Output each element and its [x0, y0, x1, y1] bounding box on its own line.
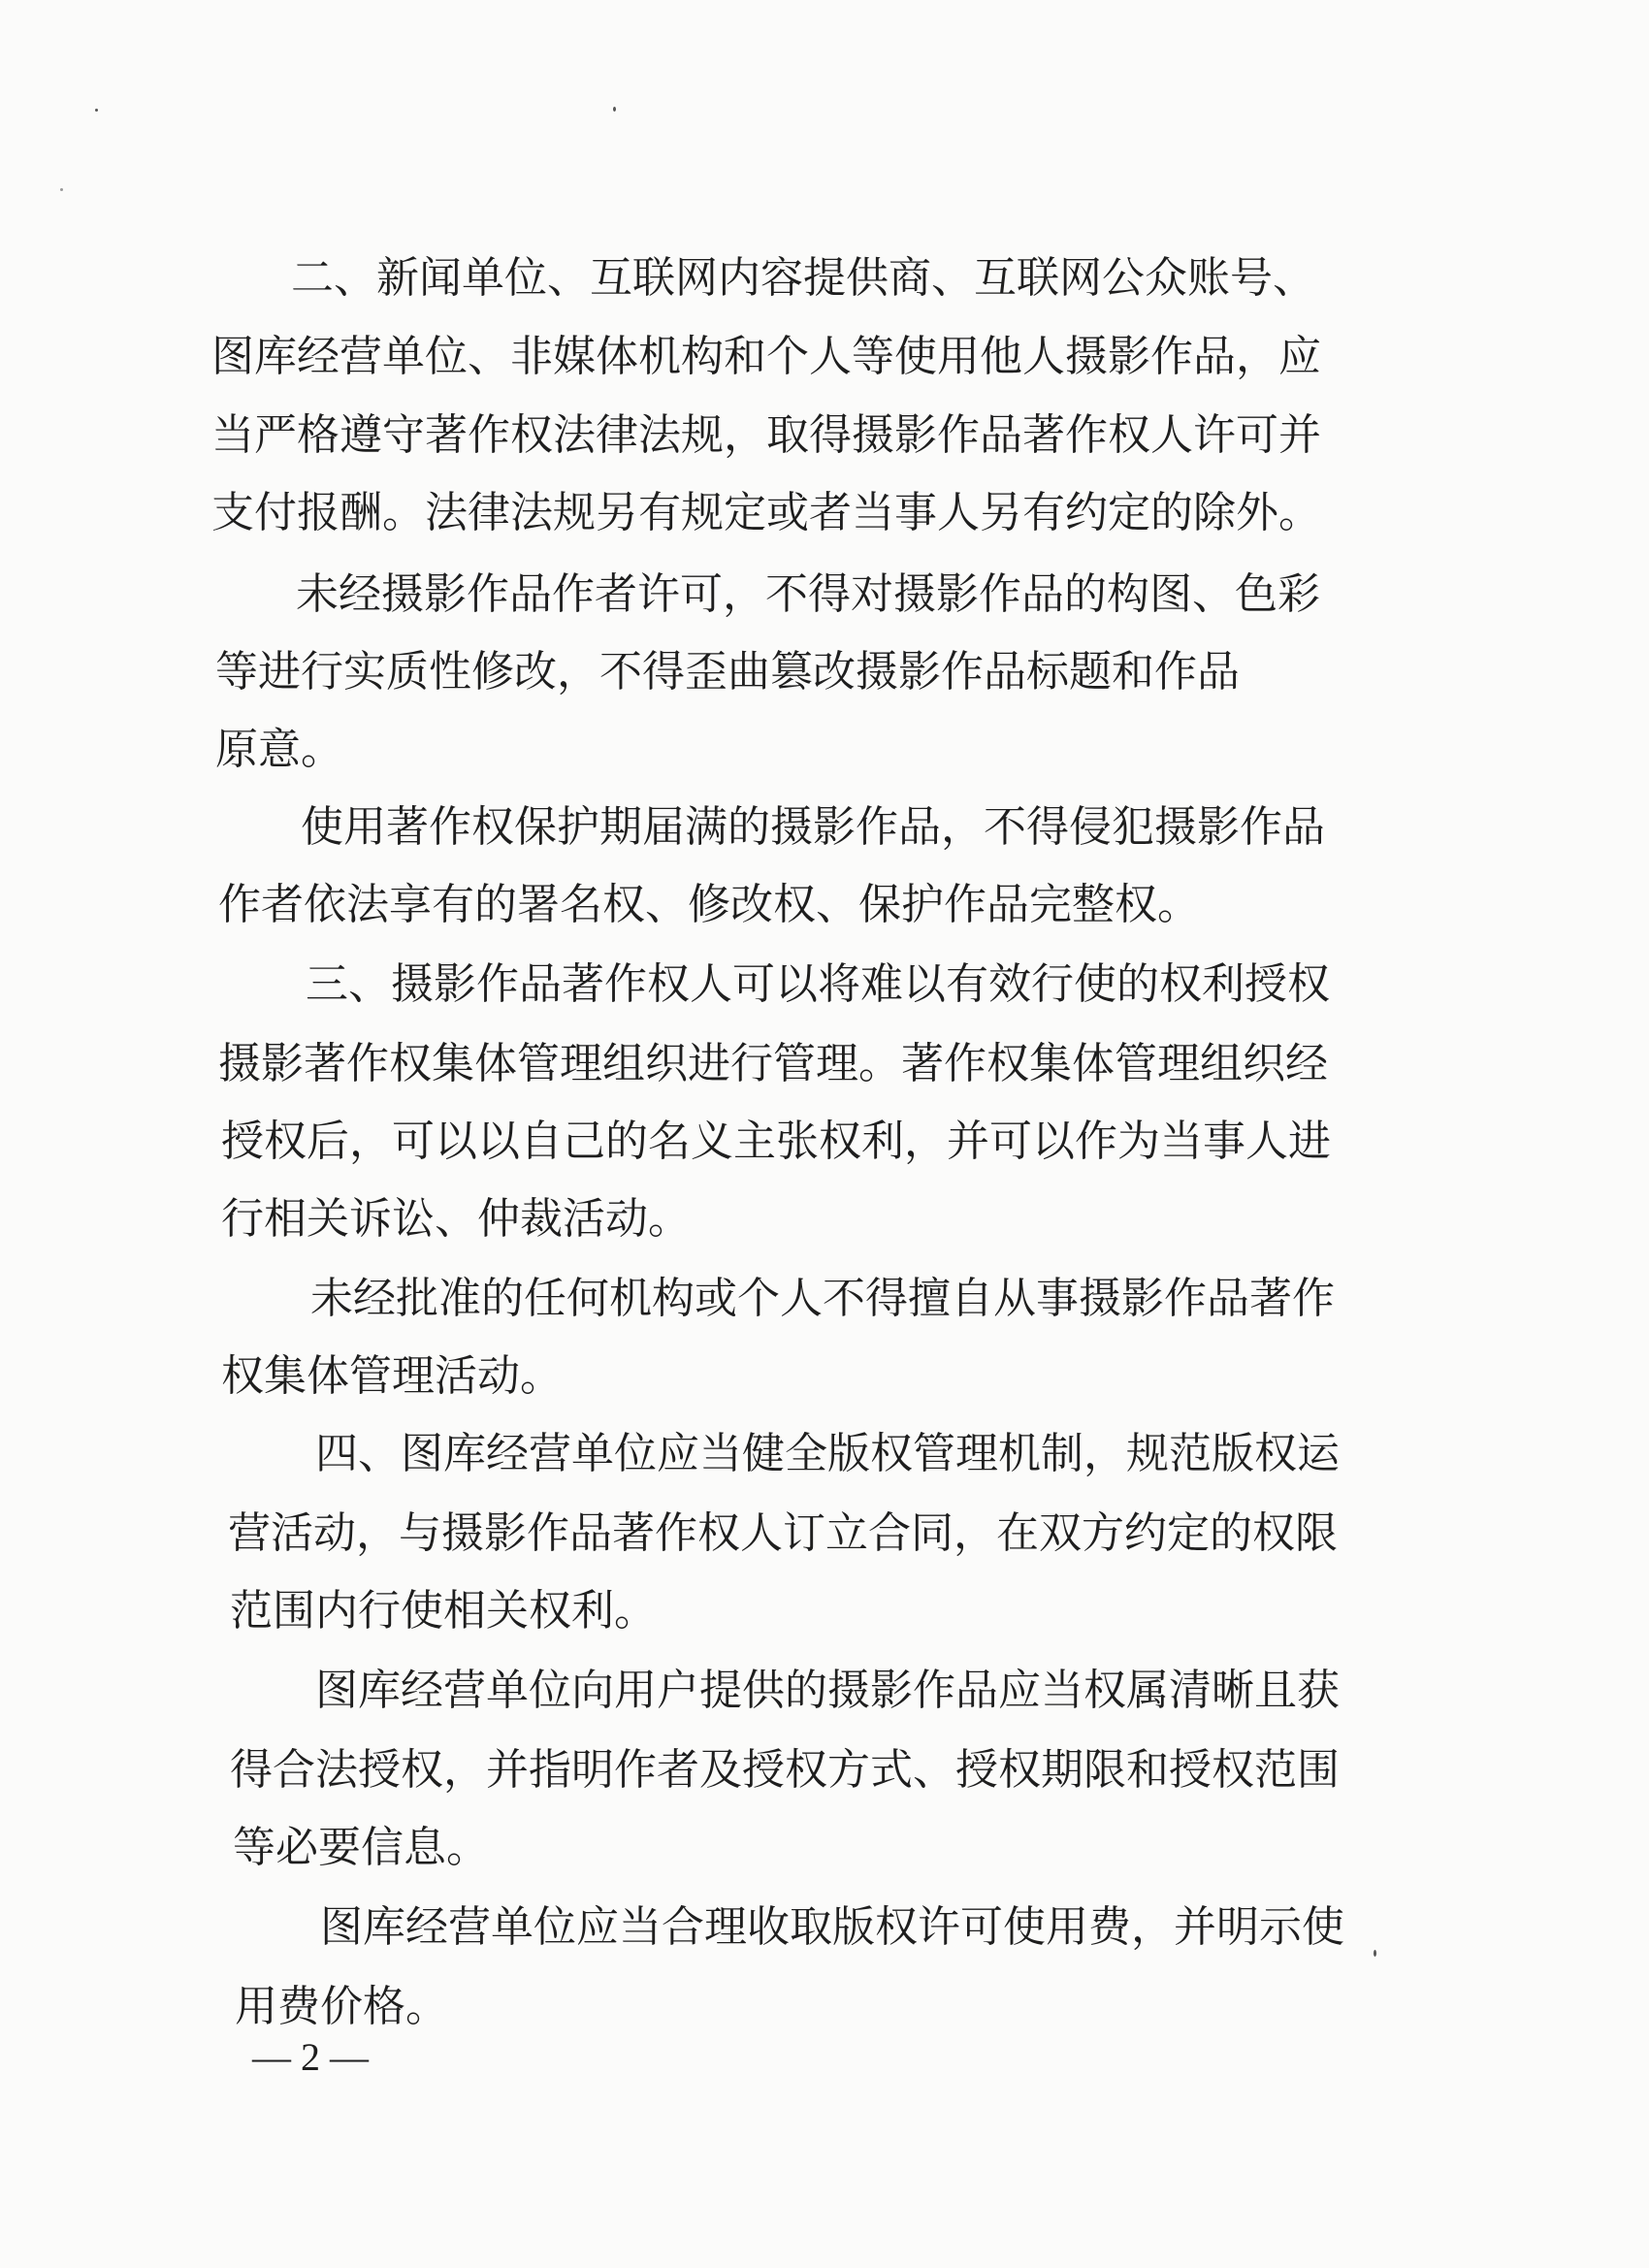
- paragraph-line: 图库经营单位应当合理收取版权许可使用费，并明示使: [320, 1902, 1344, 1952]
- scan-speck: [613, 107, 616, 112]
- paragraph-line: 未经摄影作品作者许可，不得对摄影作品的构图、色彩: [296, 569, 1320, 619]
- paragraph-line: 等必要信息。: [233, 1823, 489, 1872]
- paragraph-line: 原意。: [215, 725, 343, 774]
- scan-speck: [1374, 1950, 1376, 1957]
- paragraph-line: 等进行实质性修改，不得歪曲篡改摄影作品标题和作品: [215, 647, 1240, 697]
- paragraph-line: 权集体管理活动。: [221, 1351, 563, 1401]
- paragraph-line: 二、新闻单位、互联网内容提供商、互联网公众账号、: [291, 253, 1315, 303]
- paragraph-line: 授权后，可以以自己的名义主张权利，并可以作为当事人进: [221, 1117, 1331, 1166]
- paragraph-line: 作者依法享有的署名权、修改权、保护作品完整权。: [218, 880, 1200, 929]
- paragraph-line: 未经批准的任何机构或个人不得擅自从事摄影作品著作: [310, 1274, 1335, 1323]
- paragraph-line: 当严格遵守著作权法律法规，取得摄影作品著作权人许可并: [211, 410, 1321, 460]
- scan-speck: [95, 109, 98, 112]
- paragraph-line: 行相关诉讼、仲裁活动。: [221, 1194, 691, 1244]
- scan-speck: [60, 188, 63, 191]
- paragraph-line: 图库经营单位向用户提供的摄影作品应当权属清晰且获: [315, 1666, 1340, 1715]
- page-number: — 2 —: [252, 2035, 369, 2079]
- paragraph-line: 图库经营单位、非媒体机构和个人等使用他人摄影作品，应: [211, 332, 1321, 381]
- paragraph-line: 四、图库经营单位应当健全版权管理机制，规范版权运: [315, 1429, 1340, 1478]
- paragraph-line: 用费价格。: [235, 1982, 448, 2031]
- paragraph-line: 三、摄影作品著作权人可以将难以有效行使的权利授权: [306, 959, 1330, 1009]
- paragraph-line: 使用著作权保护期届满的摄影作品，不得侵犯摄影作品: [301, 802, 1325, 852]
- paragraph-line: 得合法授权，并指明作者及授权方式、授权期限和授权范围: [230, 1745, 1340, 1795]
- paragraph-line: 营活动，与摄影作品著作权人订立合同，在双方约定的权限: [228, 1508, 1338, 1558]
- paragraph-line: 范围内行使相关权利。: [230, 1586, 657, 1636]
- paragraph-line: 摄影著作权集体管理组织进行管理。著作权集体管理组织经: [218, 1039, 1328, 1088]
- paragraph-line: 支付报酬。法律法规另有规定或者当事人另有约定的除外。: [211, 488, 1321, 537]
